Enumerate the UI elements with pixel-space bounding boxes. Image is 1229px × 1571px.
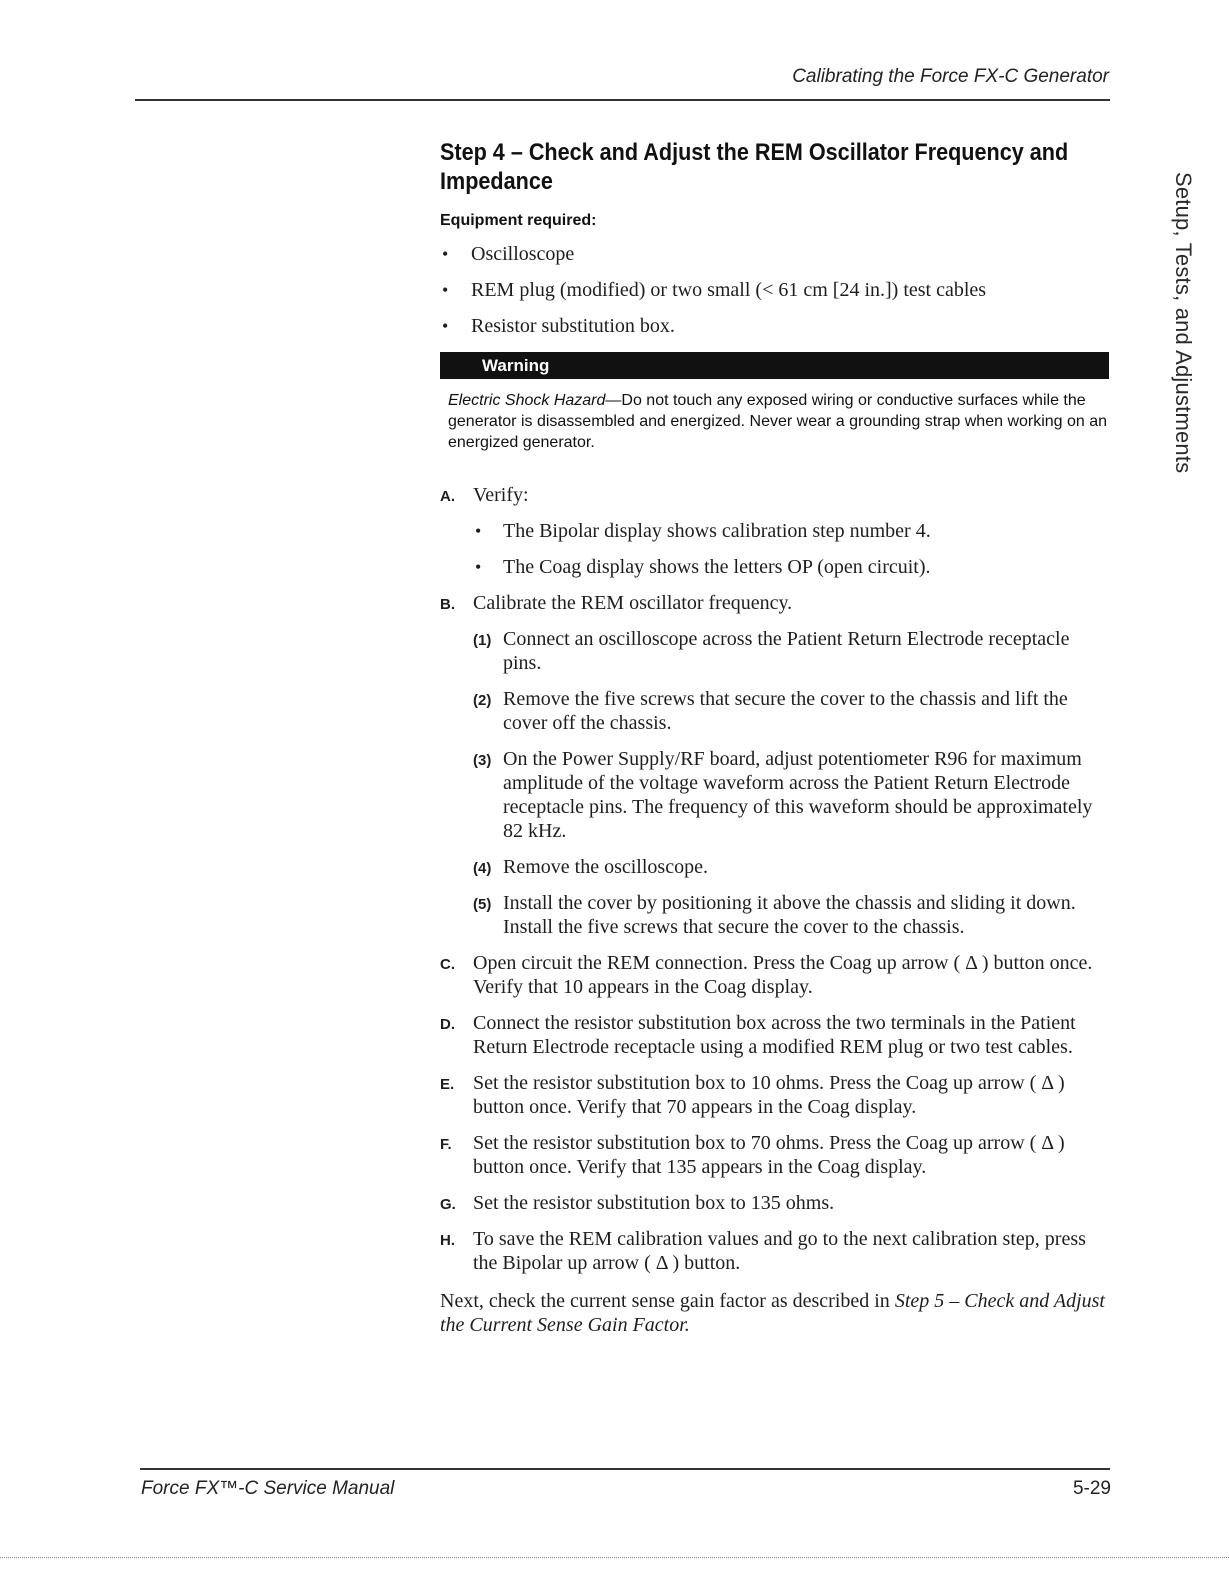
cross-reference: Step 5 – Check and Adjust the Current Sense Gain Factor.	[440, 1290, 1105, 1336]
equipment-item: • Oscilloscope	[440, 242, 1110, 266]
substep	[473, 627, 1110, 675]
substep-number: (5)	[473, 896, 492, 913]
procedure-step-h	[440, 1227, 1110, 1275]
procedure-step-d	[440, 1011, 1110, 1059]
procedure-step-b	[440, 591, 1110, 939]
equipment-list	[440, 242, 1110, 338]
warning-hazard: Electric Shock Hazard	[448, 392, 606, 409]
page-content	[440, 138, 1110, 1337]
step-text: Set the resistor substitution box to 10 ohms. Press the Coag up arrow ( Δ ) button once. Verify that 70 appears in the Coag display.	[473, 1072, 1065, 1118]
substep-number: (3)	[473, 752, 492, 769]
footer-rule	[140, 1468, 1110, 1470]
closing-text: Next, check the current sense gain factor as described in	[440, 1290, 895, 1312]
equipment-item: • Resistor substitution box.	[440, 314, 1110, 338]
equipment-item: • REM plug (modified) or two small (< 61 cm [24 in.]) test cables	[440, 278, 1110, 302]
substep-text: Remove the oscilloscope.	[503, 856, 708, 878]
warning-banner: Warning	[440, 352, 1109, 379]
step-text: To save the REM calibration values and go to the next calibration step, press the Bipolar up arrow ( Δ ) button.	[473, 1228, 1086, 1274]
substep	[473, 747, 1110, 843]
substep-text: Install the cover by positioning it above the chassis and sliding it down. Install the five screws that secure the cover to the chassis.	[503, 892, 1076, 938]
procedure-step-a	[440, 483, 1110, 579]
substep-text: On the Power Supply/RF board, adjust potentiometer R96 for maximum amplitude of the voltage waveform across the Patient Return Electrode receptacle pins. The frequency of this waveform should be approximately 82 kHz.	[503, 748, 1093, 842]
procedure-step-f	[440, 1131, 1110, 1179]
step-letter: G.	[440, 1196, 456, 1213]
procedure-step-g	[440, 1191, 1110, 1215]
step-text: Verify:	[473, 484, 529, 506]
substep-number: (1)	[473, 632, 492, 649]
section-tab	[1148, 150, 1218, 474]
equipment-label: Equipment required:	[440, 212, 597, 229]
closing-paragraph	[440, 1289, 1110, 1337]
warning-text	[448, 390, 1108, 453]
procedure-step-c	[440, 951, 1110, 999]
verify-item: • The Bipolar display shows calibration step number 4.	[473, 519, 1110, 543]
step-text: Set the resistor substitution box to 135 ohms.	[473, 1192, 835, 1214]
step-text: Calibrate the REM oscillator frequency.	[473, 592, 793, 614]
substep	[473, 891, 1110, 939]
step-letter: E.	[440, 1076, 455, 1093]
procedure-step-e	[440, 1071, 1110, 1119]
step-text: Open circuit the REM connection. Press the Coag up arrow ( Δ ) button once. Verify that 10 appears in the Coag display.	[473, 952, 1093, 998]
step-title: Step 4 – Check and Adjust the REM Oscillator Frequency and Impedance	[440, 139, 1069, 195]
substep-number: (4)	[473, 860, 492, 877]
manual-name: Force FX™-C Service Manual	[141, 1478, 395, 1499]
step-text: Set the resistor substitution box to 70 ohms. Press the Coag up arrow ( Δ ) button once. Verify that 135 appears in the Coag display.	[473, 1132, 1065, 1178]
running-header: Calibrating the Force FX-C Generator	[792, 66, 1109, 87]
verify-list	[473, 519, 1110, 579]
substep-text: Connect an oscilloscope across the Patient Return Electrode receptacle pins.	[503, 628, 1070, 674]
section-tab-label: Setup, Tests, and Adjustments	[1171, 172, 1196, 474]
step-letter: B.	[440, 596, 455, 613]
substep-list	[473, 627, 1110, 939]
verify-item: • The Coag display shows the letters OP (open circuit).	[473, 555, 1110, 579]
scan-edge-dots	[0, 1557, 1229, 1558]
substep-number: (2)	[473, 692, 492, 709]
step-letter: C.	[440, 956, 455, 973]
step-letter: H.	[440, 1232, 455, 1249]
substep	[473, 687, 1110, 735]
warning-body: —Do not touch any exposed wiring or conductive surfaces while the generator is disassembled and energized. Never wear a grounding strap when working on an energized generator.	[448, 392, 1108, 451]
step-letter: D.	[440, 1016, 455, 1033]
step-letter: A.	[440, 488, 455, 505]
step-text: Connect the resistor substitution box across the two terminals in the Patient Return Electrode receptacle using a modified REM plug or two test cables.	[473, 1012, 1076, 1058]
procedure-list	[440, 483, 1110, 1275]
substep-text: Remove the five screws that secure the cover to the chassis and lift the cover off the chassis.	[503, 688, 1068, 734]
step-letter: F.	[440, 1136, 452, 1153]
page-number: 5-29	[1072, 1478, 1111, 1499]
substep	[473, 855, 1110, 879]
header-rule	[135, 99, 1110, 101]
